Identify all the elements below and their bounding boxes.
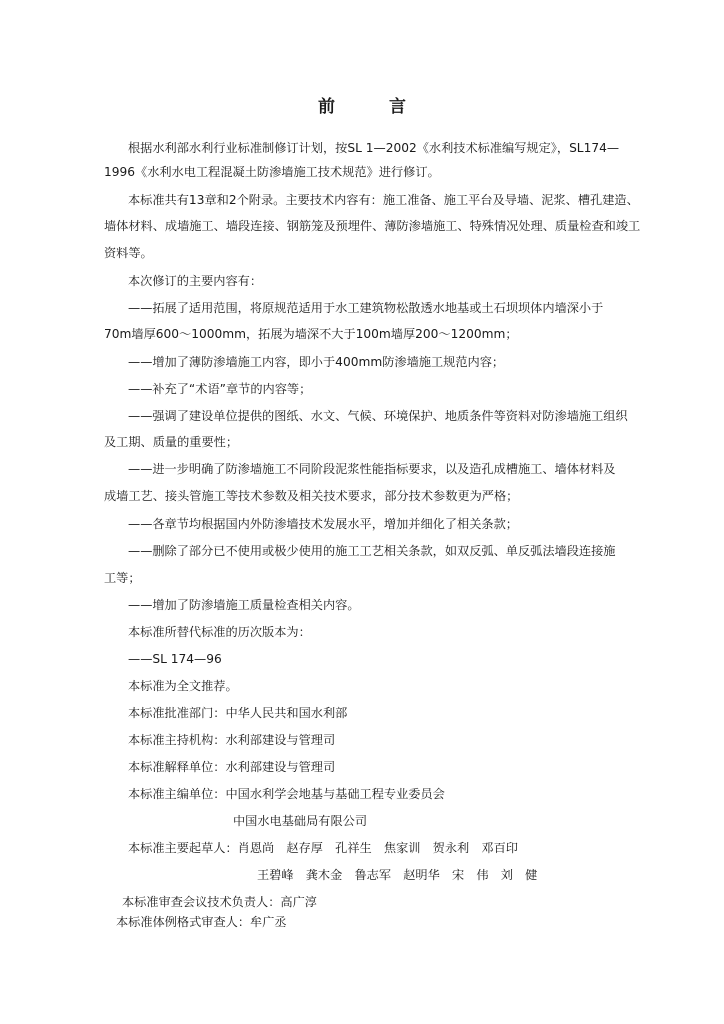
page-title: 前 言: [318, 97, 430, 117]
text-line: ——删除了部分已不使用或极少使用的施工工艺相关条款，如双反弧、单反弧法墙段连接施: [128, 544, 616, 558]
text-line: 本次修订的主要内容有：: [128, 274, 263, 288]
text-line: 墙体材料、成墙施工、墙段连接、钢筋笼及预埋件、薄防渗墙施工、特殊情况处理、质量检查和竣工: [104, 219, 641, 233]
text-line: 1996《水利水电工程混凝土防渗墙施工技术规范》进行修订。: [104, 165, 440, 179]
text-line: 工等；: [104, 571, 141, 585]
text-line: 王碧峰 龚木金 鲁志军 赵明华 宋 伟 刘 健: [257, 868, 538, 882]
text-line: ——进一步明确了防渗墙施工不同阶段泥浆性能指标要求，以及造孔成槽施工、墙体材料及: [128, 462, 616, 476]
text-line: ——强调了建设单位提供的图纸、水文、气候、环境保护、地质条件等资料对防渗墙施工组织: [128, 409, 628, 423]
text-line: 本标准共有13章和2个附录。主要技术内容有：施工准备、施工平台及导墙、泥浆、槽孔建造、: [128, 193, 639, 207]
text-line: ——增加了薄防渗墙施工内容，即小于400mm防渗墙施工规范内容；: [128, 355, 505, 369]
text-line: 及工期、质量的重要性；: [104, 435, 239, 449]
text-line: 本标准体例格式审查人：牟广丞: [116, 915, 287, 929]
text-line: 中国水电基础局有限公司: [233, 814, 368, 828]
text-line: ——各章节均根据国内外防渗墙技术发展水平，增加并细化了相关条款；: [128, 517, 518, 531]
text-line: 本标准主要起草人：肖恩尚 赵存厚 孔祥生 焦家训 贺永利 邓百印: [128, 841, 518, 855]
text-line: ——拓展了适用范围，将原规范适用于水工建筑物松散透水地基或土石坝坝体内墙深小于: [128, 301, 604, 315]
text-line: 70m墙厚600～1000mm，拓展为墙深不大于100m墙厚200～1200mm；: [104, 327, 518, 341]
text-line: 本标准主编单位：中国水利学会地基与基础工程专业委员会: [128, 787, 445, 801]
text-line: ——SL 174—96: [128, 652, 222, 666]
text-line: 资料等。: [104, 246, 153, 260]
text-line: 本标准批准部门：中华人民共和国水利部: [128, 706, 348, 720]
text-line: 根据水利部水利行业标准制修订计划，按SL 1—2002《水利技术标准编写规定》，SL174—: [128, 141, 620, 155]
text-line: 本标准审查会议技术负责人：高广淳: [122, 895, 317, 909]
text-line: 本标准主持机构：水利部建设与管理司: [128, 733, 336, 747]
text-line: 本标准解释单位：水利部建设与管理司: [128, 760, 336, 774]
text-line: 本标准所替代标准的历次版本为：: [128, 625, 311, 639]
text-line: ——增加了防渗墙施工质量检查相关内容。: [128, 598, 360, 612]
text-line: 成墙工艺、接头管施工等技术参数及相关技术要求，部分技术参数更为严格；: [104, 489, 519, 503]
text-line: 本标准为全文推荐。: [128, 679, 238, 693]
text-line: ——补充了“术语”章节的内容等；: [128, 382, 312, 396]
